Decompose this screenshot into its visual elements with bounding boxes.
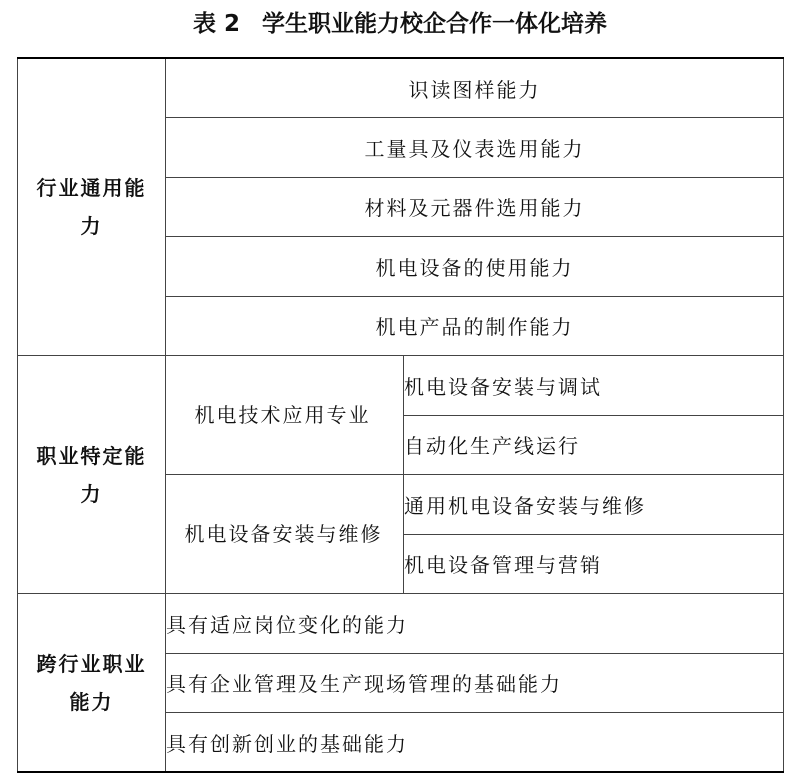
capability-item: 机电设备的使用能力 xyxy=(166,237,784,297)
capability-item: 机电产品的制作能力 xyxy=(166,296,784,356)
capability-item: 具有创新创业的基础能力 xyxy=(166,713,784,773)
capability-item: 具有适应岗位变化的能力 xyxy=(166,594,784,654)
major-name: 机电技术应用专业 xyxy=(166,356,404,475)
table-row xyxy=(18,594,784,654)
table-number: 表 2 xyxy=(192,11,240,37)
capability-item: 通用机电设备安装与维修 xyxy=(404,475,784,535)
capability-item: 材料及元器件选用能力 xyxy=(166,177,784,237)
group-label-cross-industry: 跨行业职业能力 xyxy=(18,594,166,773)
capability-item: 工量具及仪表选用能力 xyxy=(166,118,784,178)
capability-item: 具有企业管理及生产现场管理的基础能力 xyxy=(166,653,784,713)
table-caption xyxy=(0,4,800,44)
capability-table xyxy=(17,57,784,773)
capability-item: 机电设备安装与调试 xyxy=(404,356,784,416)
capability-item: 识读图样能力 xyxy=(166,58,784,118)
group-label-industry-general: 行业通用能力 xyxy=(18,58,166,356)
major-name: 机电设备安装与维修 xyxy=(166,475,404,594)
group-label-occupation-specific: 职业特定能力 xyxy=(18,356,166,594)
table-row xyxy=(18,58,784,118)
capability-item: 机电设备管理与营销 xyxy=(404,534,784,594)
table-row xyxy=(18,356,784,416)
capability-item: 自动化生产线运行 xyxy=(404,415,784,475)
table-title: 学生职业能力校企合作一体化培养 xyxy=(262,11,607,37)
